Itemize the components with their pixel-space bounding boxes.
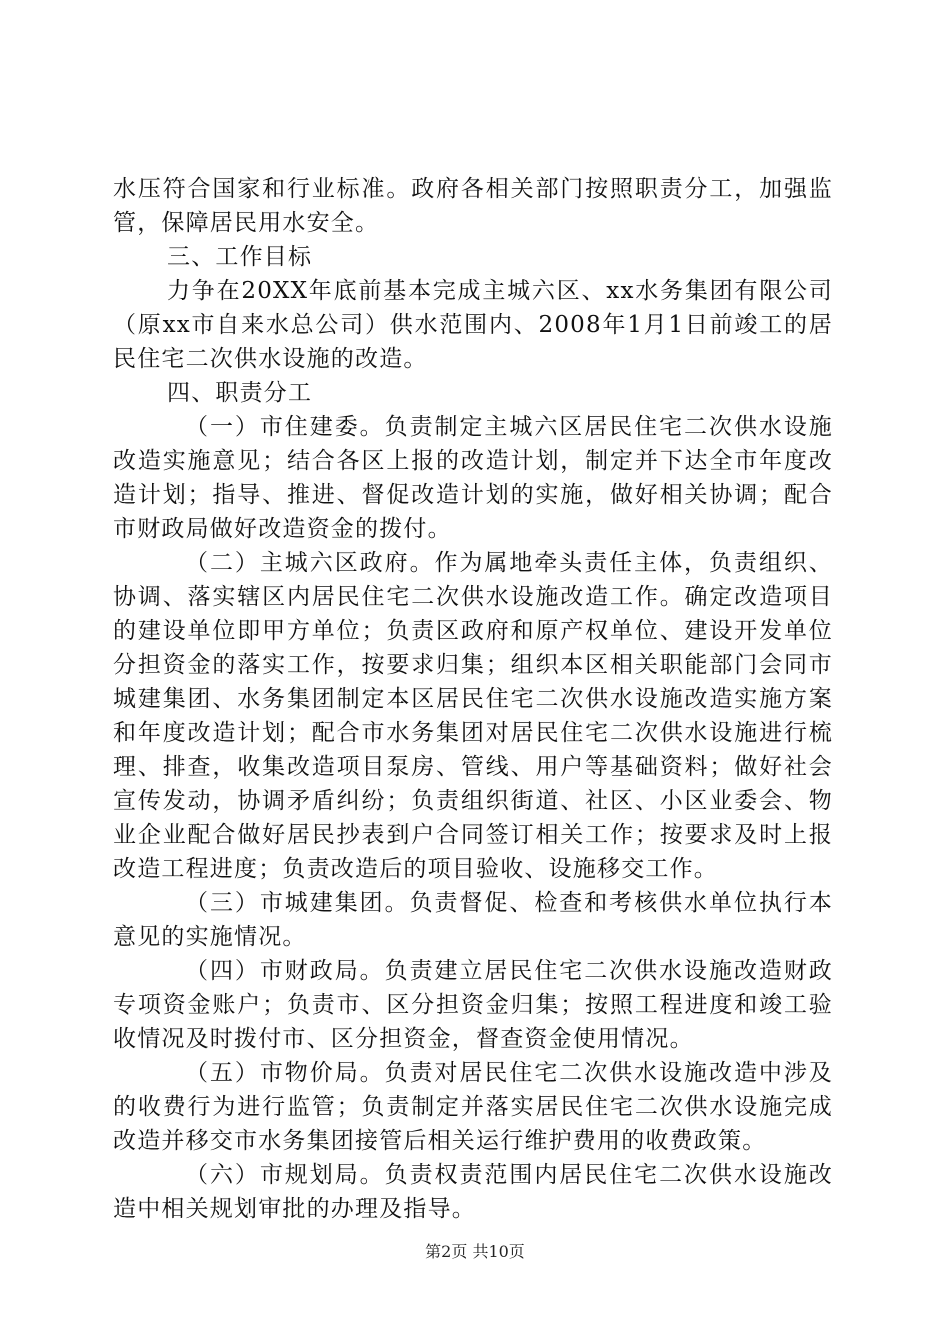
page-number-footer: 第2页 共10页 [425, 1242, 525, 1261]
document-body [113, 172, 833, 1226]
paragraph-housing-committee: （一）市住建委。负责制定主城六区居民住宅二次供水设施改造实施意见；结合各区上报的改造计划，制定并下达全市年度改造计划；指导、推进、督促改造计划的实施，做好相关协调；配合市财政局做好改造资金的拨付。 [113, 414, 833, 542]
paragraph-district-governments: （二）主城六区政府。作为属地牵头责任主体，负责组织、协调、落实辖区内居民住宅二次供水设施改造工作。确定改造项目的建设单位即甲方单位；负责区政府和原产权单位、建设开发单位分担资金的落实工作，按要求归集；组织本区相关职能部门会同市城建集团、水务集团制定本区居民住宅二次供水设施改造实施方案和年度改造计划；配合市水务集团对居民住宅二次供水设施进行梳理、排查，收集改造项目泵房、管线、用户等基础资料；做好社会宣传发动，协调矛盾纠纷；负责组织街道、社区、小区业委会、物业企业配合做好居民抄表到户合同签订相关工作；按要求及时上报改造工程进度；负责改造后的项目验收、设施移交工作。 [113, 550, 833, 882]
paragraph-planning-bureau: （六）市规划局。负责权责范围内居民住宅二次供水设施改造中相关规划审批的办理及指导。 [113, 1162, 833, 1222]
paragraph-work-goals: 力争在20XX年底前基本完成主城六区、xx水务集团有限公司（原xx市自来水总公司）供水范围内、2008年1月1日前竣工的居民住宅二次供水设施的改造。 [113, 278, 833, 372]
heading-work-goals: 三、工作目标 [167, 244, 313, 270]
heading-responsibilities: 四、职责分工 [167, 380, 313, 406]
paragraph-water-pressure: 水压符合国家和行业标准。政府各相关部门按照职责分工，加强监管，保障居民用水安全。 [113, 176, 833, 236]
paragraph-finance-bureau: （四）市财政局。负责建立居民住宅二次供水设施改造财政专项资金账户；负责市、区分担资金归集；按照工程进度和竣工验收情况及时拨付市、区分担资金，督查资金使用情况。 [113, 958, 833, 1052]
paragraph-price-bureau: （五）市物价局。负责对居民住宅二次供水设施改造中涉及的收费行为进行监管；负责制定并落实居民住宅二次供水设施完成改造并移交市水务集团接管后相关运行维护费用的收费政策。 [113, 1060, 833, 1154]
paragraph-construction-group: （三）市城建集团。负责督促、检查和考核供水单位执行本意见的实施情况。 [113, 890, 833, 950]
